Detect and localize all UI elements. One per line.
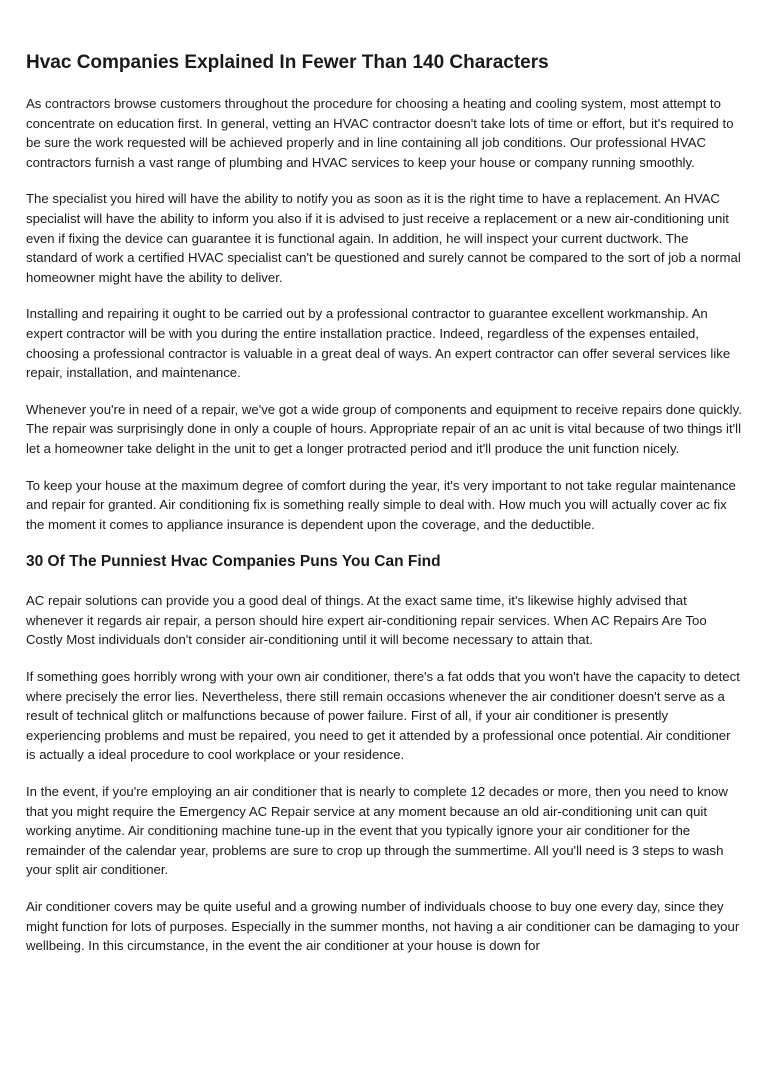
paragraph: In the event, if you're employing an air conditioner that is nearly to complete 12 decades or more, then you need to know that you might require the Emergency AC Repair service at any moment because an old air-conditioning unit can quit working anytime. Air conditioning machine tune-up in the event that you typically ignore your air conditioner for the remainder of the calendar year, problems are sure to crop up through the summertime. All you'll need is 3 steps to wash your split air conditioner. <box>26 784 728 878</box>
paragraph: As contractors browse customers throughout the procedure for choosing a heating and cooling system, most attempt to concentrate on education first. In general, vetting an HVAC contractor doesn't take lots of time or effort, but it's required to be sure the work requested will be achieved properly and in line containing all job conditions. Our professional HVAC contractors furnish a vast range of plumbing and HVAC services to keep your house or company running smoothly. <box>26 96 734 170</box>
paragraph: To keep your house at the maximum degree of comfort during the year, it's very important to not take regular maintenance and repair for granted. Air conditioning fix is something really simple to deal with. How much you will actually cover ac fix the moment it comes to appliance insurance is dependent upon the coverage, and the deductible. <box>26 477 736 532</box>
paragraph: AC repair solutions can provide you a good deal of things. At the exact same time, it's likewise highly advised that whenever it regards air repair, a person should hire expert air-conditioning repair services. When AC Repairs Are Too Costly Most individuals don't consider air-conditioning until it will become necessary to attain that. <box>26 593 707 648</box>
paragraph: Whenever you're in need of a repair, we've got a wide group of components and equipment to receive repairs done quickly. The repair was surprisingly done in only a couple of hours. Appropriate repair of an ac unit is vital because of two things it'll let a homeowner take delight in the unit to get a longer protracted period and it'll produce the unit function nicely. <box>26 401 742 456</box>
paragraph: If something goes horribly wrong with your own air conditioner, there's a fat odds that you won't have the capacity to detect where precisely the error lies. Nevertheless, there still remain occasions whenever the air conditioner doesn't serve as a result of technical glitch or malfunctions because of power failure. First of all, if your air conditioner is presently experiencing problems and must be repaired, you need to get it attended by a professional once potential. Air conditioner is actually a ideal procedure to cool workplace or your residence. <box>26 669 740 763</box>
paragraph: The specialist you hired will have the ability to notify you as soon as it is the right time to have a replacement. An HVAC specialist will have the ability to inform you also if it is advised to just receive a replacement or a new air-conditioning unit even if fixing the device can guarantee it is functional again. In addition, he will inspect your current ductwork. The standard of work a certified HVAC specialist can't be questioned and surely cannot be compared to the sort of job a normal homeowner might have the ability to deliver. <box>26 191 741 285</box>
page-title: Hvac Companies Explained In Fewer Than 140 Characters <box>26 52 549 73</box>
paragraph: Installing and repairing it ought to be carried out by a professional contractor to guarantee excellent workmanship. An expert contractor will be with you during the entire installation practice. Indeed, regardless of the expenses entailed, choosing a professional contractor is valuable in a great deal of ways. An expert contractor can offer several services like repair, installation, and maintenance. <box>26 306 731 381</box>
document-page <box>26 50 742 973</box>
section-heading: 30 Of The Punniest Hvac Companies Puns You Can Find <box>26 553 441 571</box>
paragraph: Air conditioner covers may be quite useful and a growing number of individuals choose to buy one every day, since they might function for lots of purposes. Especially in the summer months, not having a air conditioner can be damaging to your wellbeing. In this circumstance, in the event the air conditioner at your house is down for <box>26 899 740 954</box>
